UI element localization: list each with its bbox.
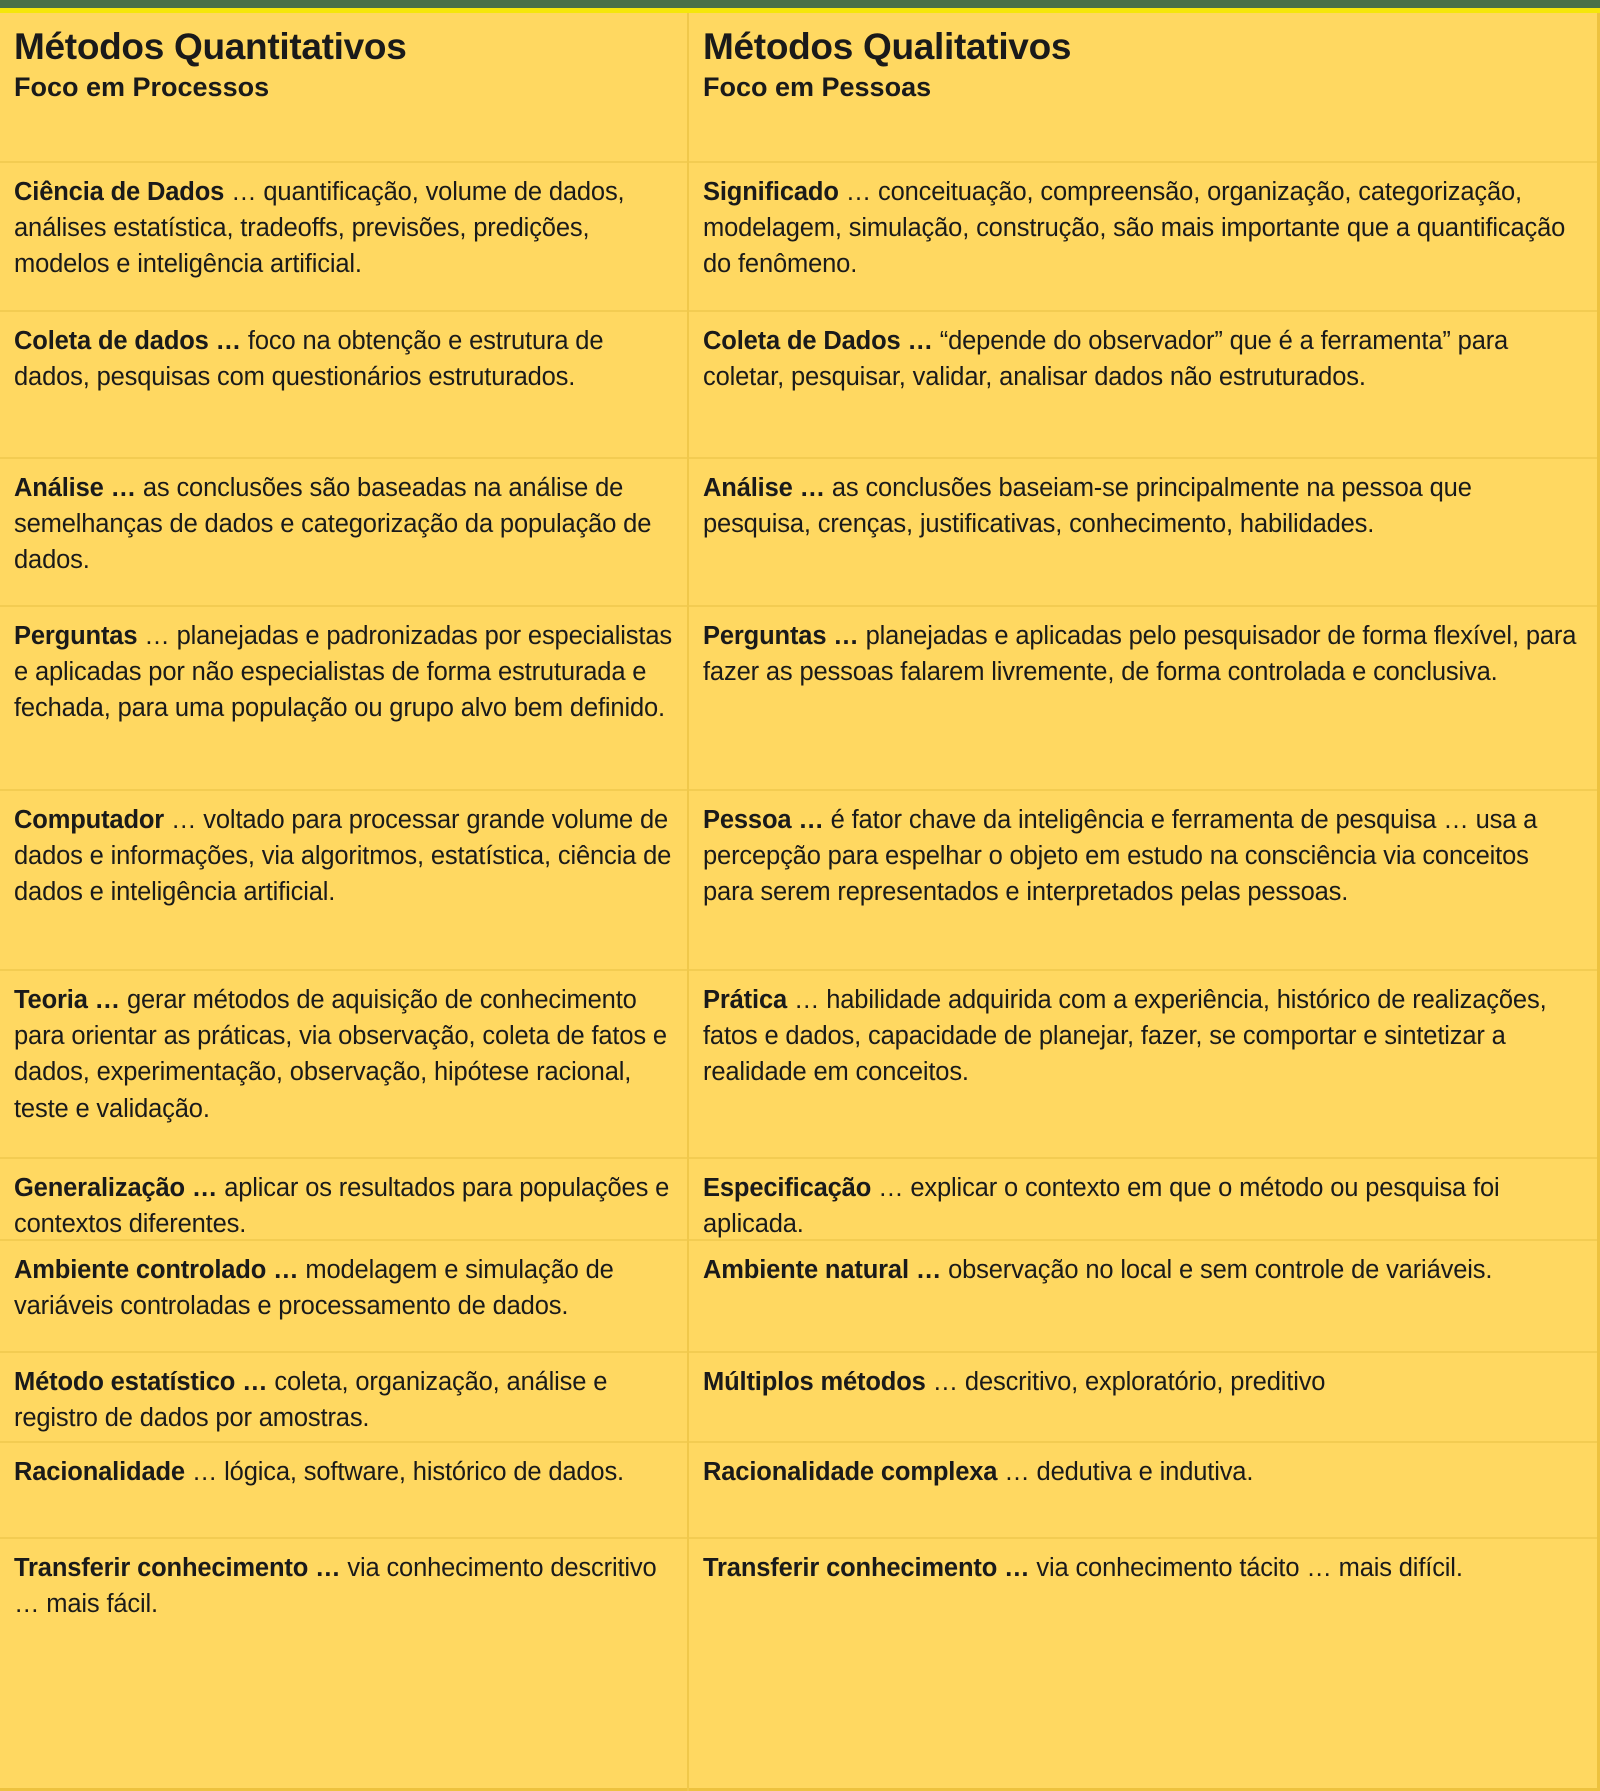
table-row: [0, 312, 687, 459]
row-term: Significado: [703, 178, 839, 206]
table-row: [0, 1159, 687, 1241]
table-row: [0, 1353, 687, 1443]
table-row: [689, 971, 1597, 1159]
row-text: [703, 1170, 1583, 1241]
table-row: [0, 163, 687, 312]
row-term: Ambiente natural …: [703, 1256, 942, 1284]
row-text: [14, 1170, 673, 1241]
table-row: [689, 459, 1597, 607]
column-title-quantitative: Métodos Quantitativos: [14, 26, 407, 67]
row-term: Ciência de Dados: [14, 178, 225, 206]
row-body: foco na obtenção e estrutura de dados, pesquisas com questionários estruturados.: [14, 327, 604, 392]
row-text: [14, 618, 673, 727]
row-text: [14, 1364, 673, 1436]
row-text: [14, 470, 673, 579]
row-body: … lógica, software, histórico de dados.: [184, 1458, 624, 1486]
row-term: Especificação: [703, 1174, 872, 1202]
table-row: [0, 459, 687, 607]
table-row: [689, 1159, 1597, 1241]
row-text: [703, 174, 1583, 283]
row-body: … voltado para processar grande volume de dados e informações, via algoritmos, estatística, ciência de dados e inteligência artificial.: [14, 806, 672, 907]
row-body: … conceituação, compreensão, organização, categorização, modelagem, simulação, construção, são mais importante que a quantificação do fenômeno.: [703, 178, 1566, 279]
row-text: [703, 982, 1583, 1091]
row-body: … quantificação, volume de dados, análises estatística, tradeoffs, previsões, predições, modelos e inteligência artificial.: [14, 178, 625, 279]
table-row: [689, 607, 1597, 791]
row-text: [703, 1364, 1583, 1400]
table-row: [689, 312, 1597, 459]
header-cell-qualitative: [689, 13, 1597, 163]
row-term: Racionalidade complexa: [703, 1458, 998, 1486]
column-subtitle-qualitative: Foco em Pessoas: [703, 71, 932, 102]
column-qualitative: [689, 13, 1600, 1791]
row-text: [703, 1252, 1583, 1288]
row-text: [14, 1252, 673, 1324]
top-green-band: [0, 0, 1600, 8]
row-text: [14, 1454, 673, 1490]
row-body: modelagem e simulação de variáveis controladas e processamento de dados.: [14, 1256, 614, 1321]
row-body: as conclusões baseiam-se principalmente na pessoa que pesquisa, crenças, justificativas, conhecimento, habilidades.: [703, 474, 1472, 539]
table-row: [0, 971, 687, 1159]
table-row: [689, 791, 1597, 971]
row-text: [703, 802, 1583, 911]
row-body: … planejadas e padronizadas por especialistas e aplicadas por não especialistas de forma estruturada e fechada, para uma população ou grupo alvo bem definido.: [14, 622, 672, 723]
row-body: via conhecimento descritivo … mais fácil.: [14, 1554, 657, 1619]
row-term: Perguntas …: [703, 622, 859, 650]
comparison-table: [0, 13, 1600, 1791]
row-body: … descritivo, exploratório, preditivo: [925, 1368, 1326, 1396]
row-term: Prática: [703, 986, 788, 1014]
row-body: é fator chave da inteligência e ferramenta de pesquisa … usa a percepção para espelhar o objeto em estudo na consciência via conceitos para serem representados e interpretados pelas pessoas.: [703, 806, 1538, 907]
table-row: [689, 163, 1597, 312]
row-text: [14, 1550, 673, 1622]
row-text: [703, 1454, 1583, 1490]
row-body: coleta, organização, análise e registro de dados por amostras.: [14, 1368, 608, 1433]
row-term: Racionalidade: [14, 1458, 185, 1486]
row-term: Múltiplos métodos: [703, 1368, 926, 1396]
row-term: Ambiente controlado …: [14, 1256, 299, 1284]
table-row: [0, 791, 687, 971]
table-row: [0, 607, 687, 791]
row-text: [14, 323, 673, 395]
row-term: Coleta de Dados …: [703, 327, 933, 355]
row-body: as conclusões são baseadas na análise de semelhanças de dados e categorização da população de dados.: [14, 474, 652, 575]
row-text: [14, 982, 673, 1127]
table-row: [689, 1443, 1597, 1539]
table-row: [689, 1241, 1597, 1353]
row-term: Método estatístico …: [14, 1368, 268, 1396]
row-term: Análise …: [703, 474, 825, 502]
row-term: Análise …: [14, 474, 136, 502]
row-body: via conhecimento tácito … mais difícil.: [1029, 1554, 1463, 1582]
row-term: Coleta de dados …: [14, 327, 241, 355]
row-term: Teoria …: [14, 986, 121, 1014]
table-row: [689, 1353, 1597, 1443]
column-title-qualitative: Métodos Qualitativos: [703, 26, 1072, 67]
row-text: [14, 174, 673, 283]
row-text: [14, 802, 673, 911]
table-row: [0, 1539, 687, 1791]
header-cell-quantitative: [0, 13, 687, 163]
row-text: [703, 323, 1583, 395]
row-text: [703, 1550, 1583, 1586]
column-quantitative: [0, 13, 689, 1791]
table-row: [0, 1443, 687, 1539]
row-text: [703, 618, 1583, 690]
row-term: Transferir conhecimento …: [703, 1554, 1030, 1582]
row-body: … habilidade adquirida com a experiência, histórico de realizações, fatos e dados, capacidade de planejar, fazer, se comportar e sintetizar a realidade em conceitos.: [703, 986, 1547, 1087]
row-body: aplicar os resultados para populações e contextos diferentes.: [14, 1174, 670, 1239]
row-term: Generalização …: [14, 1174, 218, 1202]
row-body: observação no local e sem controle de variáveis.: [941, 1256, 1493, 1284]
row-term: Perguntas: [14, 622, 138, 650]
table-row: [0, 1241, 687, 1353]
row-term: Pessoa …: [703, 806, 824, 834]
column-subtitle-quantitative: Foco em Processos: [14, 71, 270, 102]
row-term: Computador: [14, 806, 165, 834]
row-body: planejadas e aplicadas pelo pesquisador de forma flexível, para fazer as pessoas falarem livremente, de forma controlada e conclusiva.: [703, 622, 1577, 687]
row-text: [703, 470, 1583, 542]
row-body: gerar métodos de aquisição de conhecimento para orientar as práticas, via observação, coleta de fatos e dados, experimentação, observação, hipótese racional, teste e validação.: [14, 986, 667, 1123]
table-row: [689, 1539, 1597, 1791]
row-body: … dedutiva e indutiva.: [997, 1458, 1254, 1486]
row-body: … explicar o contexto em que o método ou pesquisa foi aplicada.: [703, 1174, 1500, 1239]
row-body: “depende do observador” que é a ferramenta” para coletar, pesquisar, validar, analisar dados não estruturados.: [703, 327, 1509, 392]
row-term: Transferir conhecimento …: [14, 1554, 341, 1582]
